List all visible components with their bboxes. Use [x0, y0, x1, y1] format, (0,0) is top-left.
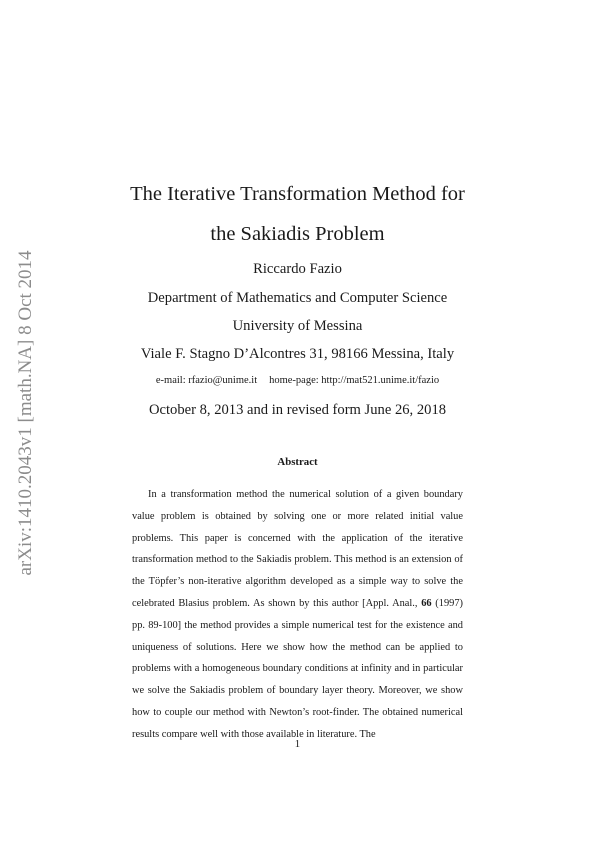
paper-title-line-1: The Iterative Transformation Method for [130, 183, 465, 205]
author-contact [0, 375, 595, 386]
author-address: Viale F. Stagno D’Alcontres 31, 98166 Messina, Italy [140, 346, 455, 362]
paper-title [0, 174, 595, 254]
paper-title-line-2: the Sakiadis Problem [210, 223, 385, 245]
abstract-heading: Abstract [277, 456, 318, 468]
author-email: e-mail: rfazio@unime.it [155, 375, 258, 386]
abstract-text-part-1: In a transformation method the numerical solution of a given boundary value problem is obtained by solving one or more related initial value problems. This paper is concerned with the application of the iterative transformation method to the Sakiadis problem. This method is an extension of the Töpfer’s non-iterative algorithm developed as a simple way to solve the celebrated Blasius problem. As shown by this author [Appl. Anal., [132, 489, 463, 609]
author-homepage: home-page: http://mat521.unime.it/fazio [269, 375, 440, 386]
publication-date: October 8, 2013 and in revised form June 26, 2018 [148, 402, 447, 418]
arxiv-identifier-text: arXiv:1410.2043v1 [math.NA] 8 Oct 2014 [15, 250, 36, 576]
abstract-volume-number: 66 [421, 597, 432, 609]
author-university: University of Messina [232, 318, 363, 334]
abstract-text-part-2: (1997) pp. 89-100] the method provides a simple numerical test for the existence and uniqueness of solutions. Here we show how the method can be applied to problems with a homogeneous boundary conditions at infinity and in particular we solve the Sakiadis problem of boundary layer theory. Moreover, we show how to couple our method with Newton’s root-finder. The obtained numerical results compare well with those available in literature. The [132, 597, 463, 740]
abstract-text [132, 484, 463, 746]
page-number: 1 [294, 738, 301, 750]
author-department: Department of Mathematics and Computer Science [147, 290, 448, 306]
author-name: Riccardo Fazio [253, 261, 342, 277]
